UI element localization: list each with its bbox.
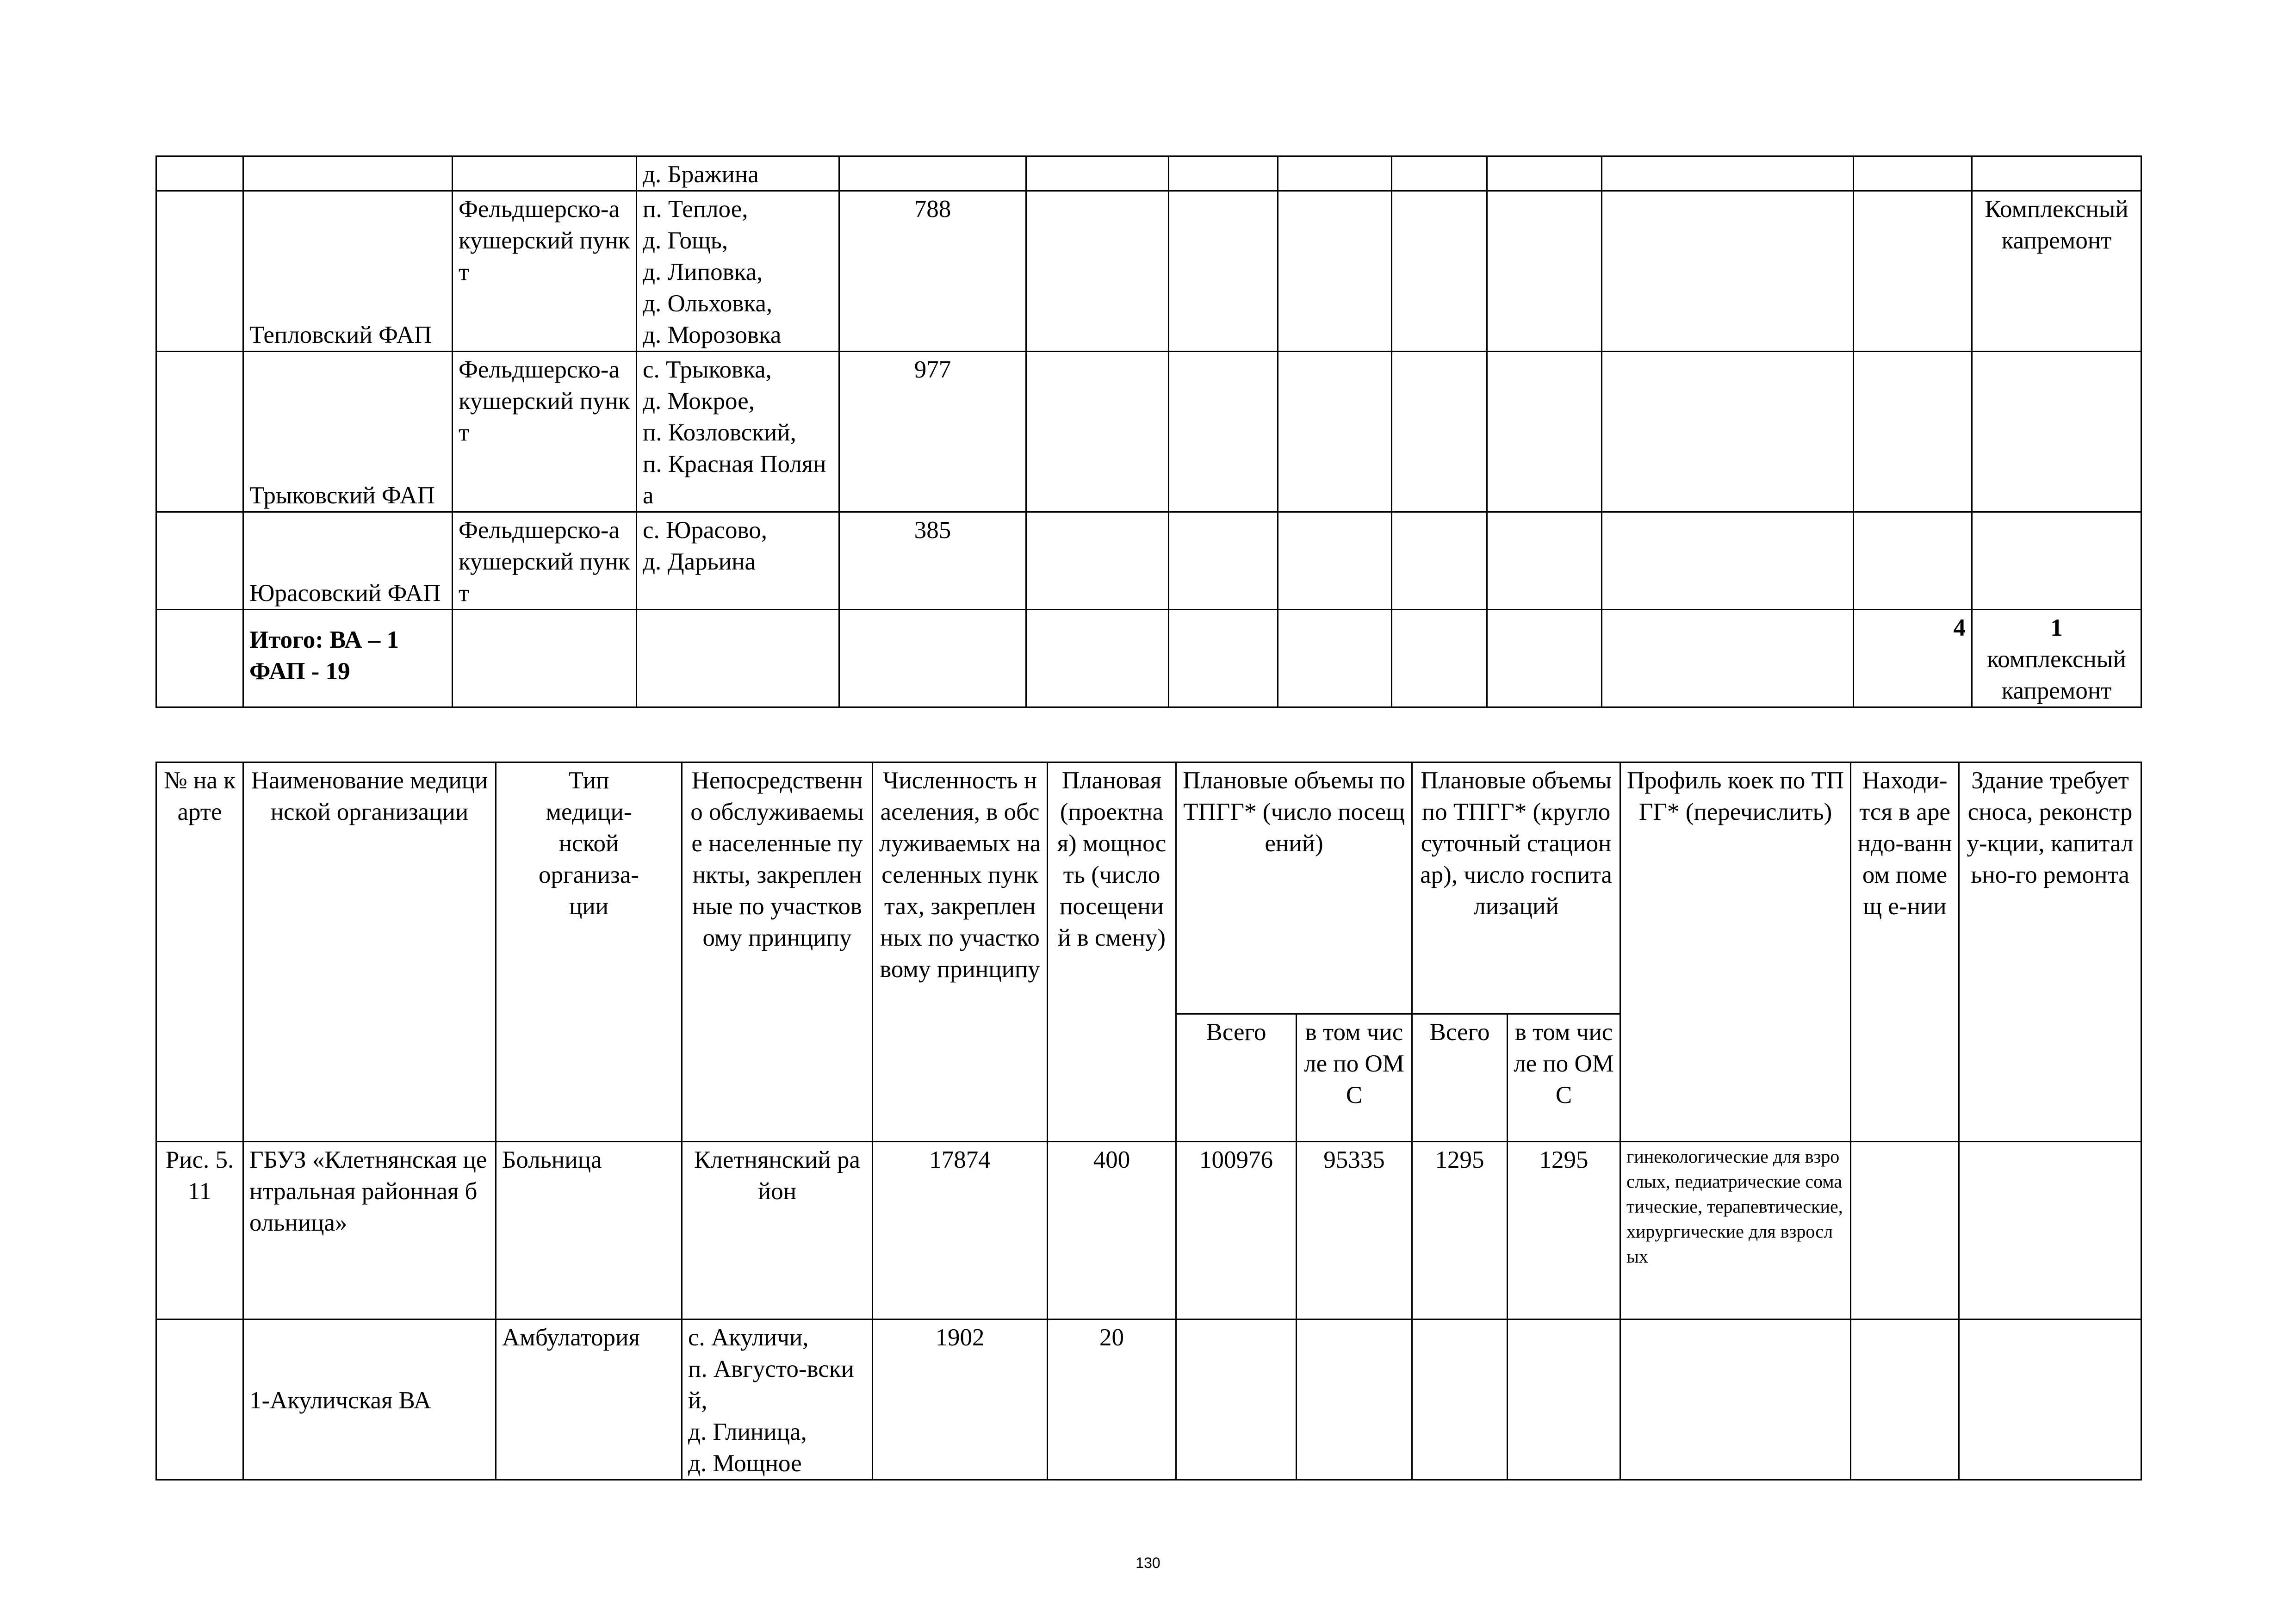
settlements-cell: с. Юрасово, д. Дарьина (637, 512, 839, 610)
header-rented: Находи-тся в арендо-ванном помещ е-нии (1851, 762, 1959, 1142)
map-number (156, 1319, 243, 1480)
header-planned-visits: Плановые объемы по ТПГГ* (число посещений) (1176, 762, 1412, 1014)
map-number: Рис. 5.11 (156, 1142, 243, 1319)
facility-type: Фельдшерско-акушерский пункт (453, 191, 637, 352)
table-row (156, 352, 2141, 512)
visits-total-cell: 100976 (1176, 1142, 1297, 1319)
population-cell: 1902 (873, 1319, 1048, 1480)
header-row (156, 762, 2141, 1014)
capacity-cell: 400 (1048, 1142, 1176, 1319)
table-row (156, 1142, 2141, 1319)
population-cell: 977 (839, 352, 1026, 512)
bed-profile-cell: гинекологические для взрослых, педиатрические соматические, терапевтические, хирургические для взрослых (1620, 1142, 1851, 1319)
table-row (156, 156, 2141, 191)
facility-name: Тепловский ФАП (243, 191, 453, 352)
org-name: 1-Акуличская ВА (243, 1319, 496, 1480)
facility-type: Фельдшерско-акушерский пункт (453, 512, 637, 610)
table-row (156, 1319, 2141, 1480)
header-capacity: Плановая (проектная) мощность (число посещений в смену) (1048, 762, 1176, 1142)
facility-name: Трыковский ФАП (243, 352, 453, 512)
org-name: ГБУЗ «Клетнянская центральная районная больница» (243, 1142, 496, 1319)
table-row (156, 512, 2141, 610)
page-number: 130 (1136, 1555, 1160, 1571)
settlements-cell: с. Трыковка, д. Мокрое, п. Козловский, п. Красная Поляна (637, 352, 839, 512)
header-hosp-oms: в том числе по ОМС (1508, 1014, 1620, 1142)
building-cell (1972, 352, 2141, 512)
hosp-total-cell (1412, 1319, 1508, 1480)
rented-cell (1851, 1142, 1959, 1319)
org-type: Больница (496, 1142, 682, 1319)
header-settlements: Непосредственно обслуживаемые населенные пункты, закрепленные по участковому принципу (682, 762, 873, 1142)
header-org-name: Наименование медицинской организации (243, 762, 496, 1142)
building-cell (1959, 1319, 2141, 1480)
header-hosp-total: Всего (1412, 1014, 1508, 1142)
header-map-number: № на карте (156, 762, 243, 1142)
building-cell: Комплексный капремонт (1972, 191, 2141, 352)
population-cell: 385 (839, 512, 1026, 610)
total-building (1972, 610, 2141, 707)
settlements-cell: д. Бражина (637, 156, 839, 191)
rented-cell (1851, 1319, 1959, 1480)
facility-name: Юрасовский ФАП (243, 512, 453, 610)
settlements-cell: п. Теплое, д. Гощь, д. Липовка, д. Ольховка, д. Морозовка (637, 191, 839, 352)
medical-organizations-table (155, 762, 2142, 1481)
population-cell: 17874 (873, 1142, 1048, 1319)
hosp-oms-cell: 1295 (1508, 1142, 1620, 1319)
visits-oms-cell: 95335 (1297, 1142, 1412, 1319)
org-type: Амбулатория (496, 1319, 682, 1480)
building-cell (1972, 512, 2141, 610)
hosp-total-cell: 1295 (1412, 1142, 1508, 1319)
total-building-text: комплексный капремонт (1987, 646, 2126, 704)
header-bed-profile: Профиль коек по ТПГГ* (перечислить) (1620, 762, 1851, 1142)
settlements-cell: Клетнянский район (682, 1142, 873, 1319)
table-row (156, 191, 2141, 352)
total-label: Итого: ВА – 1 ФАП - 19 (243, 610, 453, 707)
header-population: Численность населения, в обслуживаемых населенных пунктах, закрепленных по участковому принципу (873, 762, 1048, 1142)
hosp-oms-cell (1508, 1319, 1620, 1480)
total-rented: 4 (1854, 610, 1972, 707)
facilities-table-continued (155, 155, 2142, 708)
capacity-cell: 20 (1048, 1319, 1176, 1480)
total-building-count: 1 (2050, 614, 2063, 641)
settlements-cell: с. Акуличи, п. Августо-вский, д. Глиница, д. Мощное (682, 1319, 873, 1480)
total-row (156, 610, 2141, 707)
bed-profile-cell (1620, 1319, 1851, 1480)
facility-type: Фельдшерско-акушерский пункт (453, 352, 637, 512)
visits-oms-cell (1297, 1319, 1412, 1480)
header-org-type: Тип медици- нской организа- ции (496, 762, 682, 1142)
visits-total-cell (1176, 1319, 1297, 1480)
header-visits-total: Всего (1176, 1014, 1297, 1142)
header-visits-oms: в том числе по ОМС (1297, 1014, 1412, 1142)
header-building: Здание требует сноса, реконстру-кции, капитально-го ремонта (1959, 762, 2141, 1142)
header-planned-hospitalizations: Плановые объемы по ТПГГ* (круглосуточный стационар), число госпитализаций (1412, 762, 1620, 1014)
building-cell (1959, 1142, 2141, 1319)
population-cell: 788 (839, 191, 1026, 352)
